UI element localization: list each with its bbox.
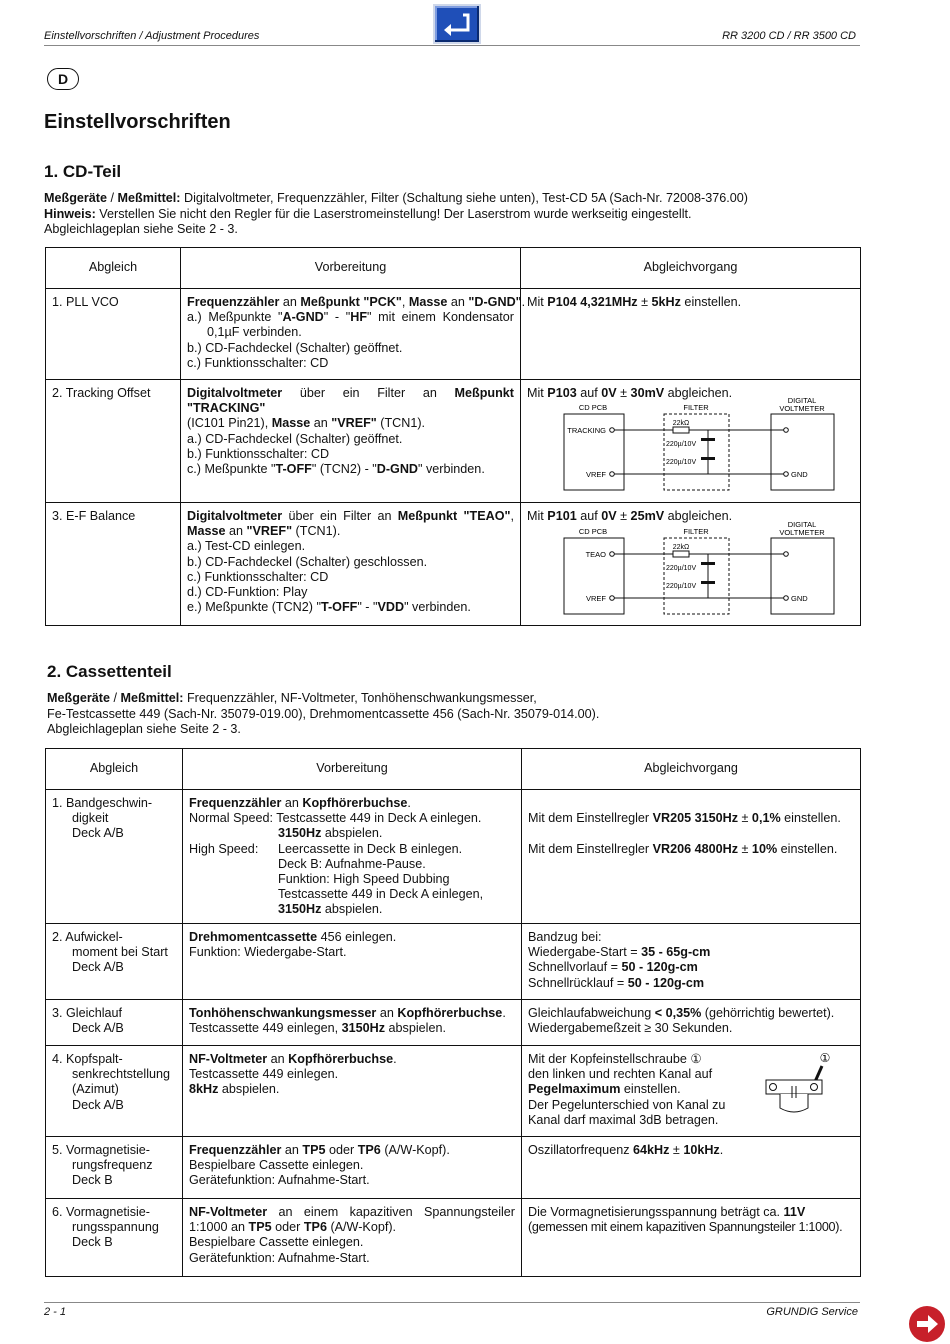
cassette-section-heading: 2. Cassettenteil (47, 662, 172, 681)
page-number: 2 - 1 (44, 1306, 67, 1318)
row-name: 2. Aufwickel- moment bei Start Deck A/B (46, 924, 183, 1000)
preparation-cell: Drehmomentcassette 456 einlegen. Funktion: Wiedergabe-Start. (183, 924, 522, 1000)
language-badge: D (47, 68, 79, 90)
header-right: RR 3200 CD / RR 3500 CD (722, 30, 856, 42)
cd-pcb-label: CD PCB (578, 527, 608, 536)
row-name: 1. Bandgeschwin- digkeit Deck A/B (46, 790, 183, 924)
vref-label: VREF (585, 470, 606, 479)
row-name: 1. PLL VCO (46, 289, 181, 380)
next-page-button[interactable] (909, 1306, 945, 1342)
row-name: 4. Kopfspalt- senkrechtstellung (Azimut) Deck A/B (46, 1046, 183, 1137)
filter-schematic-tracking (560, 396, 850, 492)
return-arrow-icon (437, 8, 477, 40)
col-header-vorbereitung: Vorbereitung (181, 248, 521, 289)
col-header-abgleichvorgang: Abgleichvorgang (521, 248, 861, 289)
table-row (46, 1137, 861, 1199)
filter-schematic-teao (560, 520, 850, 616)
table-row (46, 1199, 861, 1277)
gnd-label: GND (791, 470, 808, 479)
header-rule (44, 45, 860, 46)
layout-plan-ref: Abgleichlageplan siehe Seite 2 - 3. (44, 222, 238, 236)
table-row (46, 1046, 861, 1137)
header-left: Einstellvorschriften / Adjustment Procedures (44, 30, 260, 42)
preparation-cell: Frequenzzähler an Kopfhörerbuchse. Normal Speed: Testcassette 449 in Deck A einlegen. 3150Hz abspielen. High Speed: Leercassette in Deck B einlegen. Deck B: Aufnahme-Pause. Funktion: High Speed Dubbing Testcassette 449 in Deck A einlegen, 3150Hz abspielen. (183, 790, 522, 924)
vref-label: VREF (585, 594, 606, 603)
table-header-row (46, 749, 861, 790)
preparation-cell: Tonhöhenschwankungsmesser an Kopfhörerbuchse. Testcassette 449 einlegen, 3150Hz abspielen. (183, 1000, 522, 1046)
back-button[interactable] (433, 4, 481, 44)
table-row (46, 924, 861, 1000)
cassette-intro: Meßgeräte / Meßmittel: Frequenzzähler, NF-Voltmeter, Tonhöhenschwankungsmesser, Fe-Testcassette 449 (Sach-Nr. 35079-019.00), Drehmomentcassette 456 (Sach-Nr. 35079-014.00). Abgleichlageplan siehe Seite 2 - 3. (47, 691, 600, 736)
preparation-cell: NF-Voltmeter an einem kapazitiven Spannungsteiler 1:1000 an TP5 oder TP6 (A/W-Kopf). Bespielbare Cassette einlegen. Gerätefunktion: Aufnahme-Start. (183, 1199, 522, 1277)
intro-label: Meßmittel: (117, 191, 181, 205)
procedure-cell: Mit dem Einstellregler VR205 3150Hz ± 0,1% einstellen. Mit dem Einstellregler VR206 4800Hz ± 10% einstellen. (522, 790, 861, 924)
row-name: 3. E-F Balance (46, 503, 181, 626)
hint-label: Hinweis: (44, 206, 96, 221)
preparation-cell: Digitalvoltmeter über ein Filter an Meßpunkt "TRACKING" (IC101 Pin21), Masse an "VREF" (TCN1). a.) CD-Fachdeckel (Schalter) geöffnet. b.) Funktionsschalter: CD c.) Meßpunkte "T-OFF" (TCN2) - "D-GND" verbinden. (181, 380, 521, 503)
arrow-right-icon (909, 1306, 945, 1342)
table-header-row (46, 248, 861, 289)
col-header-vorbereitung: Vorbereitung (183, 749, 522, 790)
cassette-adjustment-table (45, 748, 861, 1277)
screw-marker-label: ① (819, 1051, 831, 1065)
procedure-cell: Oszillatorfrequenz 64kHz ± 10kHz. (522, 1137, 861, 1199)
voltmeter-label: VOLTMETER (779, 404, 825, 413)
footer-rule (44, 1302, 860, 1303)
gnd-label: GND (791, 594, 808, 603)
procedure-cell: Mit P101 auf 0V ± 25mV abgleichen. (521, 503, 861, 626)
filter-label: FILTER (683, 403, 709, 412)
capacitor1-label: 220µ/10V (666, 441, 697, 448)
intro-label: Meßgeräte (44, 191, 107, 205)
col-header-abgleichvorgang: Abgleichvorgang (522, 749, 861, 790)
footer-brand: GRUNDIG Service (766, 1306, 858, 1318)
procedure-cell: Mit P103 auf 0V ± 30mV abgleichen. (521, 380, 861, 503)
capacitor2-label: 220µ/10V (666, 459, 697, 466)
preparation-cell: Frequenzzähler an TP5 oder TP6 (A/W-Kopf). Bespielbare Cassette einlegen. Gerätefunktion: Aufnahme-Start. (183, 1137, 522, 1199)
page-title: Einstellvorschriften (44, 111, 231, 133)
digital-label: DIGITAL (787, 396, 817, 405)
cd-pcb-label: CD PCB (578, 403, 608, 412)
cd-intro: Meßgeräte / Meßmittel: Digitalvoltmeter, Frequenzzähler, Filter (Schaltung siehe unten), Test-CD 5A (Sach-Nr. 72008-376.00) Hinweis: Verstellen Sie nicht den Regler für die Laserstromeinstellung! Der Laserstrom wurde werkseitig eingestellt. Abgleichlageplan siehe Seite 2 - 3. (44, 191, 748, 236)
resistor-label: 22kΩ (672, 544, 690, 551)
azimuth-screw-diagram (764, 1050, 844, 1128)
procedure-cell: Mit P104 4,321MHz ± 5kHz einstellen. (521, 289, 861, 380)
row-name: 2. Tracking Offset (46, 380, 181, 503)
voltmeter-label: VOLTMETER (779, 528, 825, 537)
digital-label: DIGITAL (787, 520, 817, 529)
teao-label: TEAO (585, 550, 606, 559)
table-row (46, 790, 861, 924)
col-header-abgleich: Abgleich (46, 749, 183, 790)
procedure-cell: Gleichlaufabweichung < 0,35% (gehörrichtig bewertet). Wiedergabemeßzeit ≥ 30 Sekunden. (522, 1000, 861, 1046)
preparation-cell: Digitalvoltmeter über ein Filter an Meßpunkt "TEAO", Masse an "VREF" (TCN1). a.) Test-CD einlegen. b.) CD-Fachdeckel (Schalter) geschlossen. c.) Funktionsschalter: CD d.) CD-Funktion: Play e.) Meßpunkte (TCN2) "T-OFF" - "VDD" verbinden. (181, 503, 521, 626)
intro-text: Digitalvoltmeter, Frequenzzähler, Filter (Schaltung siehe unten), Test-CD 5A (Sach-Nr. 72008-376.00) (180, 191, 748, 205)
row-name: 3. Gleichlauf Deck A/B (46, 1000, 183, 1046)
hint-text: Verstellen Sie nicht den Regler für die Laserstromeinstellung! Der Laserstrom wurde werkseitig eingestellt. (95, 206, 692, 221)
table-row (46, 289, 861, 380)
resistor-label: 22kΩ (672, 420, 690, 427)
procedure-cell: Die Vormagnetisierungsspannung beträgt ca. 11V (gemessen mit einem kapazitiven Spannungsteiler 1:1000). (522, 1199, 861, 1277)
tracking-label: TRACKING (567, 426, 606, 435)
col-header-abgleich: Abgleich (46, 248, 181, 289)
procedure-cell: Bandzug bei: Wiedergabe-Start = 35 - 65g-cm Schnellvorlauf = 50 - 120g-cm Schnellrücklauf = 50 - 120g-cm (522, 924, 861, 1000)
preparation-cell: Frequenzzähler an Meßpunkt "PCK", Masse an "D-GND". a.) Meßpunkte "A-GND" - "HF" mit einem Kondensator 0,1µF verbinden. b.) CD-Fachdeckel (Schalter) geöffnet. c.) Funktionsschalter: CD (181, 289, 521, 380)
capacitor2-label: 220µ/10V (666, 583, 697, 590)
capacitor1-label: 220µ/10V (666, 565, 697, 572)
filter-label: FILTER (683, 527, 709, 536)
row-name: 6. Vormagnetisie- rungsspannung Deck B (46, 1199, 183, 1277)
table-row (46, 1000, 861, 1046)
row-name: 5. Vormagnetisie- rungsfrequenz Deck B (46, 1137, 183, 1199)
cd-section-heading: 1. CD-Teil (44, 162, 122, 181)
preparation-cell: NF-Voltmeter an Kopfhörerbuchse. Testcassette 449 einlegen. 8kHz abspielen. (183, 1046, 522, 1137)
procedure-cell: Mit der Kopfeinstellschraube ① den linken und rechten Kanal auf Pegelmaximum einstellen. Der Pegelunterschied von Kanal zu Kanal darf maximal 3dB betragen. ① (522, 1046, 861, 1137)
